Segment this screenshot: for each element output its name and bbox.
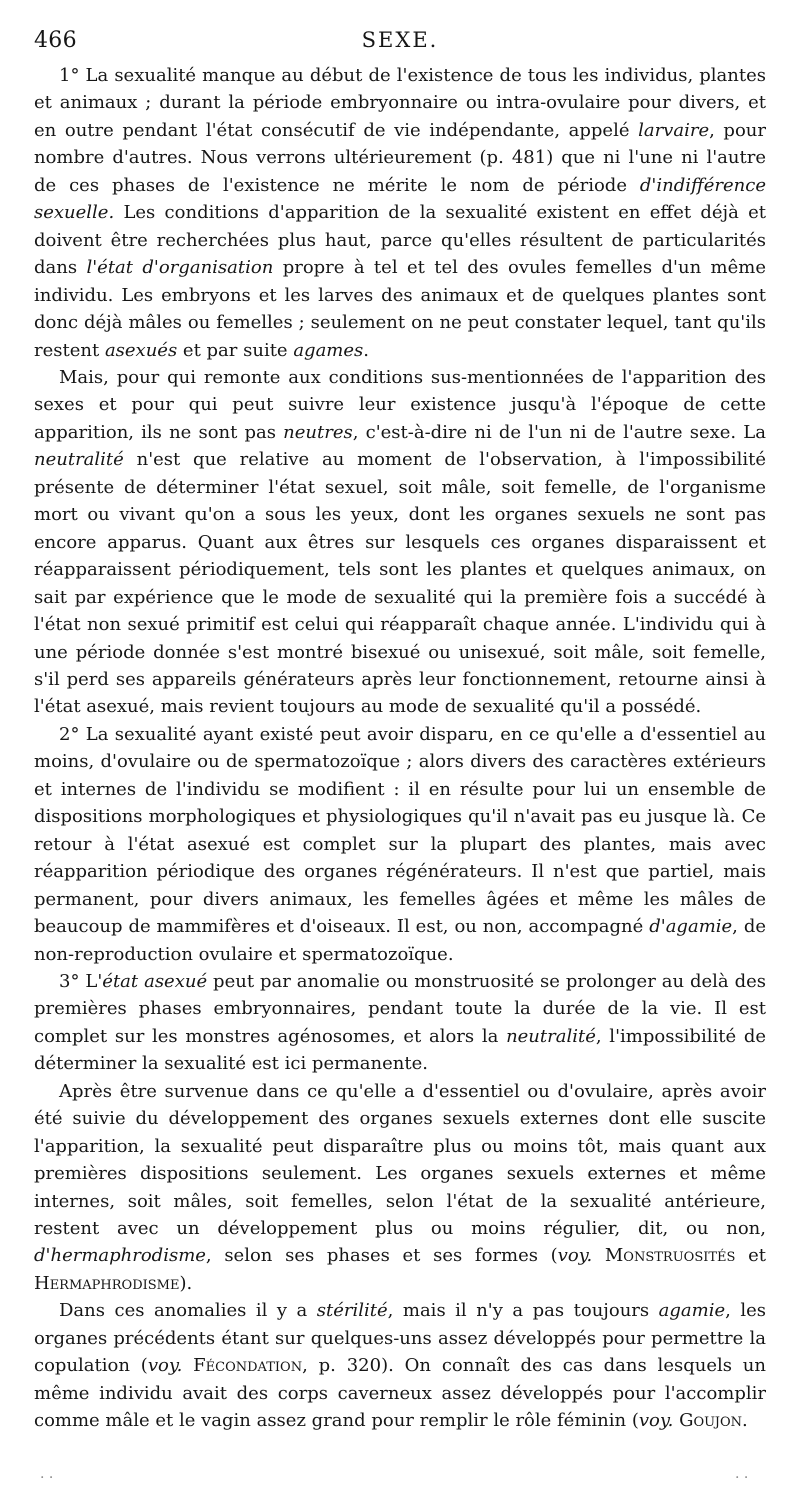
text-run: ). [179, 1272, 193, 1294]
italic-run: asexués [104, 339, 178, 361]
text-run: Les conditions d'apparition de la sexualité existent en effet déjà et doivent être recherchées plus haut, parce qu'elles résultent de particularités dans [34, 202, 766, 279]
small-caps-run: Hermaphrodisme [34, 1272, 180, 1294]
text-run [182, 1355, 193, 1376]
text-run: , de non-reproduction ovulaire et spermatozoïque. [34, 916, 766, 965]
text-run: , les organes précédents étant sur quelques-uns assez développés pour permettre la copulation ( [34, 1300, 766, 1377]
italic-run: larvaire [638, 119, 710, 141]
small-caps-run: Monstruosités [604, 1245, 736, 1267]
text-run: 3° L' [59, 970, 103, 992]
text-run: et par suite [177, 339, 294, 361]
text-run: . [742, 1410, 748, 1432]
running-title: SEXE. [361, 28, 439, 52]
text-run: propre à tel et tel des ovules femelles d'un même individu. Les embryons et les larves des animaux et de quelques plantes sont donc déjà mâles ou femelles ; seulement on ne peut constater lequel, tant qu'ils restent [34, 257, 766, 361]
text-run: , l'impossibilité de déterminer la sexualité est ici permanente. [34, 1025, 767, 1075]
small-caps-run: Fécondation [193, 1355, 303, 1377]
text-run: Dans ces anomalies il y a [59, 1300, 317, 1322]
italic-run: l'état d'organisation [86, 257, 274, 279]
small-caps-run: Goujon [679, 1410, 742, 1432]
text-run [592, 1245, 605, 1266]
italic-run: stérilité [316, 1300, 388, 1322]
paragraph-3 [34, 721, 766, 968]
text-run: , c'est-à-dire ni de l'un ni de l'autre sexe. La [352, 421, 766, 443]
italic-run: voy. [557, 1245, 593, 1267]
text-run: . [363, 339, 369, 361]
paragraph-4 [34, 968, 766, 1078]
text-run: Après être survenue dans ce qu'elle a d'essentiel ou d'ovulaire, après avoir été suivie du développement des organes sexuels externes dont elle suscite l'apparition, la sexualité peut disparaître plus ou moins tôt, mais quant aux premières dispositions seulement. Les organes sexuels externes et même internes, soit mâles, soit femelles, selon l'état de la sexualité antérieure, restent avec un développement plus ou moins régulier, dit, ou non, [34, 1080, 766, 1240]
italic-run: d'indifférence sexuelle. [34, 174, 766, 224]
paragraph-2 [34, 364, 766, 721]
text-run: 2° La sexualité ayant existé peut avoir disparu, en ce qu'elle a d'essentiel au moins, d'ovulaire ou de spermatozoïque ; alors divers des caractères extérieurs et internes de l'individu se modifient : il en résulte pour lui un ensemble de dispositions morphologiques et physiologiques qu'il n'avait pas eu jusque là. Ce retour à l'état asexué est complet sur la plupart des plantes, mais avec réapparition périodique des organes régénérateurs. Il n'est que partiel, mais permanent, pour divers animaux, les femelles âgées et même les mâles de beaucoup de mammifères et d'oiseaux. Il est, ou non, accompagné [34, 723, 766, 938]
italic-run: voy. [638, 1410, 674, 1432]
text-run: Mais, pour qui remonte aux conditions sus-mentionnées de l'apparition des sexes et pour qui peut suivre leur existence jusqu'à l'époque de cette apparition, ils ne sont pas [34, 366, 766, 443]
page-speck: · · [735, 1470, 749, 1486]
italic-run: agames [293, 339, 364, 361]
paragraph-6 [34, 1297, 766, 1434]
page-header [30, 28, 770, 58]
italic-run: d'hermaphrodisme [34, 1245, 206, 1267]
text-run: , mais il n'y a pas toujours [387, 1300, 659, 1322]
page-number: 466 [34, 28, 77, 53]
italic-run: d'agamie [649, 916, 733, 938]
paragraph-5 [34, 1078, 766, 1298]
page-speck: · · [40, 1470, 54, 1486]
paragraph-1 [34, 62, 766, 364]
text-run: peut par anomalie ou monstruosité se prolonger au delà des premières phases embryonnaires, pendant toute la durée de la vie. Il est complet sur les monstres agénosomes, et alors la [34, 970, 767, 1047]
italic-run: état asexué [102, 970, 208, 992]
italic-run: voy. [147, 1355, 183, 1377]
body-text [34, 62, 766, 1435]
italic-run: neutralité [34, 449, 124, 471]
text-run: , p. 320). On connaît des cas dans lesquels un même individu avait des corps caverneux assez développés pour l'accomplir comme mâle et le vagin assez grand pour remplir le rôle féminin ( [34, 1355, 766, 1432]
text-run: , selon ses phases et ses formes ( [205, 1245, 558, 1267]
italic-run: agamie [658, 1300, 726, 1322]
text-run: , pour nombre d'autres. Nous verrons ultérieurement (p. 481) que ni l'une ni l'autre de ces phases de l'existence ne mérite le nom de période [34, 119, 766, 196]
text-run: 1° La sexualité manque au début de l'existence de tous les individus, plantes et animaux ; durant la période embryonnaire ou intra-ovulaire pour divers, et en outre pendant l'état consécutif de vie indépendante, appelé [34, 65, 766, 141]
text-run: et [735, 1245, 767, 1267]
italic-run: neutralité [506, 1025, 596, 1047]
italic-run: neutres [283, 421, 353, 443]
text-run: n'est que relative au moment de l'observation, à l'impossibilité présente de déterminer l'état sexuel, soit mâle, soit femelle, de l'organisme mort ou vivant qu'on a sous les yeux, dont les organes sexuels ne sont pas encore apparus. Quant aux êtres sur lesquels ces organes disparaissent et réapparaissent périodiquement, tels sont les plantes et quelques animaux, on sait par expérience que le mode de sexualité qui la première fois a succédé à l'état non sexué primitif est celui qui réapparaît chaque année. L'individu qui à une période donnée s'est montré bisexué ou unisexué, soit mâle, soit femelle, s'il perd ses appareils générateurs après leur fonctionnement, retourne ainsi à l'état asexué, mais revient toujours au mode de sexualité qu'il a possédé. [34, 449, 766, 718]
